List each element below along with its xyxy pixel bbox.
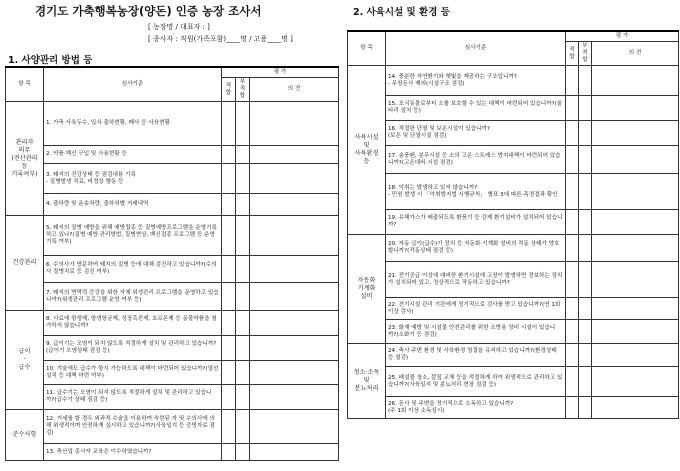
criteria-cell: 15. 포식동물로부터 소를 보호할 수 있는 대책이 마련되어 있습니까?(울타리 설치 등) xyxy=(386,96,566,121)
table-row xyxy=(348,66,679,96)
criteria-cell: 8. 사료에 항생제, 항생항균제, 성장촉진제, 호르몬제 등 동물약품을 첨가하지 않습니까? xyxy=(44,311,222,336)
opinion-cell[interactable] xyxy=(250,256,339,283)
table-row xyxy=(6,216,339,256)
unfit-cell[interactable] xyxy=(579,210,592,235)
criteria-cell: 24. 축사 주변 환경 및 사육환경 청결을 유지하고 있습니까?(환경상태 등 점검) xyxy=(386,344,566,367)
table-row xyxy=(6,410,339,444)
opinion-cell[interactable] xyxy=(592,298,679,320)
table-row xyxy=(348,367,679,397)
opinion-cell[interactable] xyxy=(592,367,679,397)
table-row xyxy=(348,397,679,419)
fit-cell[interactable] xyxy=(222,361,236,385)
unfit-cell[interactable] xyxy=(579,121,592,146)
opinion-cell[interactable] xyxy=(592,96,679,121)
unfit-cell[interactable] xyxy=(579,96,592,121)
opinion-cell[interactable] xyxy=(250,146,339,164)
criteria-cell: 19. 유해가스가 배출되도록 환풍기 등 강제 환기설비가 설치되어 있습니까? xyxy=(386,210,566,235)
opinion-cell[interactable] xyxy=(250,385,339,410)
criteria-cell: 20. 자동 급이(급수)기 장치 등 자동화·기계화 설비의 작동 상태가 양호합니까?(작동상태 점검 등) xyxy=(386,235,566,262)
col-eval: 평 가 xyxy=(222,67,339,78)
fit-cell[interactable] xyxy=(222,283,236,311)
col-unfit: 부적합 xyxy=(579,42,592,66)
opinion-cell[interactable] xyxy=(250,410,339,444)
fit-cell[interactable] xyxy=(566,210,579,235)
opinion-cell[interactable] xyxy=(592,344,679,367)
fit-cell[interactable] xyxy=(222,256,236,283)
table-row xyxy=(6,311,339,336)
criteria-cell: 16. 적절한 단열 및 보온시설이 있습니까? (보온 및 단열시설 점검) xyxy=(386,121,566,146)
criteria-cell: 18. 악취는 발생하고 있지 않습니까? - 민원 발생 시 「악취방지법 시행규칙」 별표 3에 따른 측정결과 확인 xyxy=(386,174,566,210)
table-row xyxy=(348,96,679,121)
criteria-cell: 2. 약품·백신 구입 및 사용현황 등 xyxy=(44,146,222,164)
opinion-cell[interactable] xyxy=(592,146,679,174)
unfit-cell[interactable] xyxy=(579,298,592,320)
unfit-cell[interactable] xyxy=(579,367,592,397)
fit-cell[interactable] xyxy=(566,344,579,367)
fit-cell[interactable] xyxy=(222,216,236,256)
table-row xyxy=(6,256,339,283)
unfit-cell[interactable] xyxy=(236,444,250,461)
unfit-cell[interactable] xyxy=(579,146,592,174)
table-row xyxy=(6,444,339,461)
table-row xyxy=(348,121,679,146)
table-row xyxy=(348,320,679,344)
unfit-cell[interactable] xyxy=(236,283,250,311)
opinion-cell[interactable] xyxy=(250,102,339,146)
opinion-cell[interactable] xyxy=(592,262,679,298)
criteria-cell: 6. 수의사가 방문하여 돼지의 질병 등에 대해 검진하고 있습니까?(수의사 질병치료 등 검진 여부) xyxy=(44,256,222,283)
opinion-cell[interactable] xyxy=(250,216,339,256)
unfit-cell[interactable] xyxy=(579,66,592,96)
category-cell: 관리자 의무 (전산관리 등 기록여부) xyxy=(6,102,44,216)
table-row xyxy=(6,385,339,410)
opinion-cell[interactable] xyxy=(250,283,339,311)
opinion-cell[interactable] xyxy=(250,444,339,461)
fit-cell[interactable] xyxy=(222,311,236,336)
unfit-cell[interactable] xyxy=(236,146,250,164)
fit-cell[interactable] xyxy=(222,164,236,194)
category-cell: 자동화 기계화 설비 xyxy=(348,235,386,344)
unfit-cell[interactable] xyxy=(236,102,250,146)
opinion-cell[interactable] xyxy=(250,194,339,216)
table-row xyxy=(6,194,339,216)
fit-cell[interactable] xyxy=(566,367,579,397)
unfit-cell[interactable] xyxy=(236,311,250,336)
col-fit: 적합 xyxy=(222,78,236,102)
table-row xyxy=(6,361,339,385)
col-criteria: 심사기준 xyxy=(386,31,566,66)
opinion-cell[interactable] xyxy=(250,164,339,194)
fit-cell[interactable] xyxy=(566,262,579,298)
unfit-cell[interactable] xyxy=(579,397,592,419)
table-row xyxy=(348,262,679,298)
col-eval: 평 가 xyxy=(566,31,679,42)
table-row xyxy=(6,164,339,194)
unfit-cell[interactable] xyxy=(579,320,592,344)
criteria-cell: 11. 급수기는 오염이 되지 않도록 적절하게 설치 및 관리하고 있습니까?(급수기 상태 점검 등) xyxy=(44,385,222,410)
fit-cell[interactable] xyxy=(566,235,579,262)
unfit-cell[interactable] xyxy=(236,410,250,444)
table-row xyxy=(348,298,679,320)
criteria-cell: 23. 화재 예방 및 시설물 안전관리를 위한 소방용 장비 시설이 있습니까?(소화기 등 점검) xyxy=(386,320,566,344)
fit-cell[interactable] xyxy=(222,336,236,361)
fit-cell[interactable] xyxy=(222,102,236,146)
col-item: 항 목 xyxy=(6,67,44,102)
fit-cell[interactable] xyxy=(222,410,236,444)
col-opinion: 의 견 xyxy=(592,42,679,66)
unfit-cell[interactable] xyxy=(236,361,250,385)
unfit-cell[interactable] xyxy=(579,344,592,367)
unfit-cell[interactable] xyxy=(236,336,250,361)
unfit-cell[interactable] xyxy=(579,174,592,210)
opinion-cell[interactable] xyxy=(592,174,679,210)
section-2-title: 2. 사육시설 및 환경 등 xyxy=(353,7,450,18)
fit-cell[interactable] xyxy=(566,320,579,344)
fit-cell[interactable] xyxy=(566,121,579,146)
unfit-cell[interactable] xyxy=(236,216,250,256)
table-row xyxy=(6,336,339,361)
criteria-cell: 25. 배설물 청소, 깔짚 교체 등을 적절하게 하여 위생적으로 관리하고 있습니까?(사육일지 및 분뇨처리 현장 점검 등) xyxy=(386,367,566,397)
criteria-cell: 1. 가축 사육두수, 입식·출하현황, 폐사 등 사육현황 xyxy=(44,102,222,146)
table-row xyxy=(6,146,339,164)
table-row xyxy=(6,102,339,146)
husbandry-table xyxy=(5,66,339,461)
section-1-title: 1. 사양관리 방법 등 xyxy=(8,55,93,66)
col-opinion: 의 견 xyxy=(250,78,339,102)
opinion-cell[interactable] xyxy=(250,336,339,361)
facility-table xyxy=(347,30,679,419)
fit-cell[interactable] xyxy=(566,174,579,210)
unfit-cell[interactable] xyxy=(236,194,250,216)
fit-cell[interactable] xyxy=(566,66,579,96)
unfit-cell[interactable] xyxy=(579,235,592,262)
criteria-cell: 10. 겨울에도 급수가 항시 가능하도록 대책이 마련되어 있습니까?(열선 설치 등 대책 마련 여부) xyxy=(44,361,222,385)
unfit-cell[interactable] xyxy=(236,256,250,283)
opinion-cell[interactable] xyxy=(592,66,679,96)
opinion-cell[interactable] xyxy=(592,121,679,146)
table-row xyxy=(348,344,679,367)
criteria-cell: 5. 돼지의 질병 예방을 위해 예방접종 등 질병예방프로그램을 운영기록하고 있나?(질병 예방·관리방법, 질병현상, 백신접종 프로그램 등 운영기록 여부) xyxy=(44,216,222,256)
col-criteria: 심사기준 xyxy=(44,67,222,102)
criteria-cell: 12. 거세를 할 경우 외과적 수술을 이용하여 숙련된 자 및 수의사에 의해 위생적이며 안전하게 실시하고 있습니까?(사육일지 등 증빙자료 점검) xyxy=(44,410,222,444)
opinion-cell[interactable] xyxy=(250,361,339,385)
fit-cell[interactable] xyxy=(566,298,579,320)
unfit-cell[interactable] xyxy=(236,164,250,194)
category-cell: 건강관리 xyxy=(6,216,44,311)
criteria-cell: 21. 전기공급 이상에 대비한 환기시설에 고장이 발생하면 경보하는 장치가 설치되어 있고, 정상적으로 작동하고 있습니까? xyxy=(386,262,566,298)
criteria-cell: 9. 급이기는 오염이 되지 않도록 적절하게 설치 및 관리하고 있습니까?(급이기 오염상태 점검 등) xyxy=(44,336,222,361)
unfit-cell[interactable] xyxy=(579,262,592,298)
opinion-cell[interactable] xyxy=(592,397,679,419)
criteria-cell: 17. 송풍팬, 분무시설 등 소의 고온 스트레스 방지대책이 마련되어 있습니까?(고온대비 시설 점검) xyxy=(386,146,566,174)
criteria-cell: 26. 돈사 및 주변을 정기적으로 소독하고 있습니까? (주 1회 이상 소독실시) xyxy=(386,397,566,419)
category-cell: 사육시설 및 사육환경 등 xyxy=(348,66,386,235)
unfit-cell[interactable] xyxy=(236,385,250,410)
farm-name-line: [ 농장명 / 대표자 : ] xyxy=(148,23,210,31)
opinion-cell[interactable] xyxy=(592,320,679,344)
fit-cell[interactable] xyxy=(566,96,579,121)
category-cell: 준수사항 xyxy=(6,410,44,461)
criteria-cell: 7. 돼지의 면역력 증강을 위한 자체 위생관리 프로그램을 운영하고 있습니까?(위생관리 프로그램 운영 여부 등) xyxy=(44,283,222,311)
criteria-cell: 3. 돼지의 건강상태 등 점검내용 기록 - 질병발생 치료, 비정상 행동 등 xyxy=(44,164,222,194)
col-unfit: 부적합 xyxy=(236,78,250,102)
fit-cell[interactable] xyxy=(222,444,236,461)
col-fit: 적합 xyxy=(566,42,579,66)
opinion-cell[interactable] xyxy=(250,311,339,336)
fit-cell[interactable] xyxy=(222,194,236,216)
table-row xyxy=(348,235,679,262)
col-item: 항 목 xyxy=(348,31,386,66)
category-cell: 청소·소독 및 분뇨처리 xyxy=(348,344,386,419)
document-title: 경기도 가축행복농장(양돈) 인증 농장 조사서 xyxy=(35,4,262,18)
criteria-cell: 13. 축산업 종사자 교육은 이수하였습니까? xyxy=(44,444,222,461)
criteria-cell: 4. 출하량 및 운송차량, 출하처별 거래내역 xyxy=(44,194,222,216)
table-row xyxy=(348,146,679,174)
fit-cell[interactable] xyxy=(566,146,579,174)
fit-cell[interactable] xyxy=(222,146,236,164)
opinion-cell[interactable] xyxy=(592,210,679,235)
criteria-cell: 14. 충분한 자연환기와 햇빛을 제공하는 구조입니까? - 무창돈사 제외(시설구조 점검) xyxy=(386,66,566,96)
category-cell: 급이 · 급수 xyxy=(6,311,44,410)
table-row xyxy=(348,210,679,235)
fit-cell[interactable] xyxy=(566,397,579,419)
worker-count-line: [ 종사자 : 직원(가족포함)____명 / 고용____명 ] xyxy=(148,35,293,43)
opinion-cell[interactable] xyxy=(592,235,679,262)
table-row xyxy=(348,174,679,210)
fit-cell[interactable] xyxy=(222,385,236,410)
table-row xyxy=(6,283,339,311)
criteria-cell: 22. 전기시설 관리 기관에게 정기적으로 검사를 받고 있습니까?(연 1회 이상 검사) xyxy=(386,298,566,320)
